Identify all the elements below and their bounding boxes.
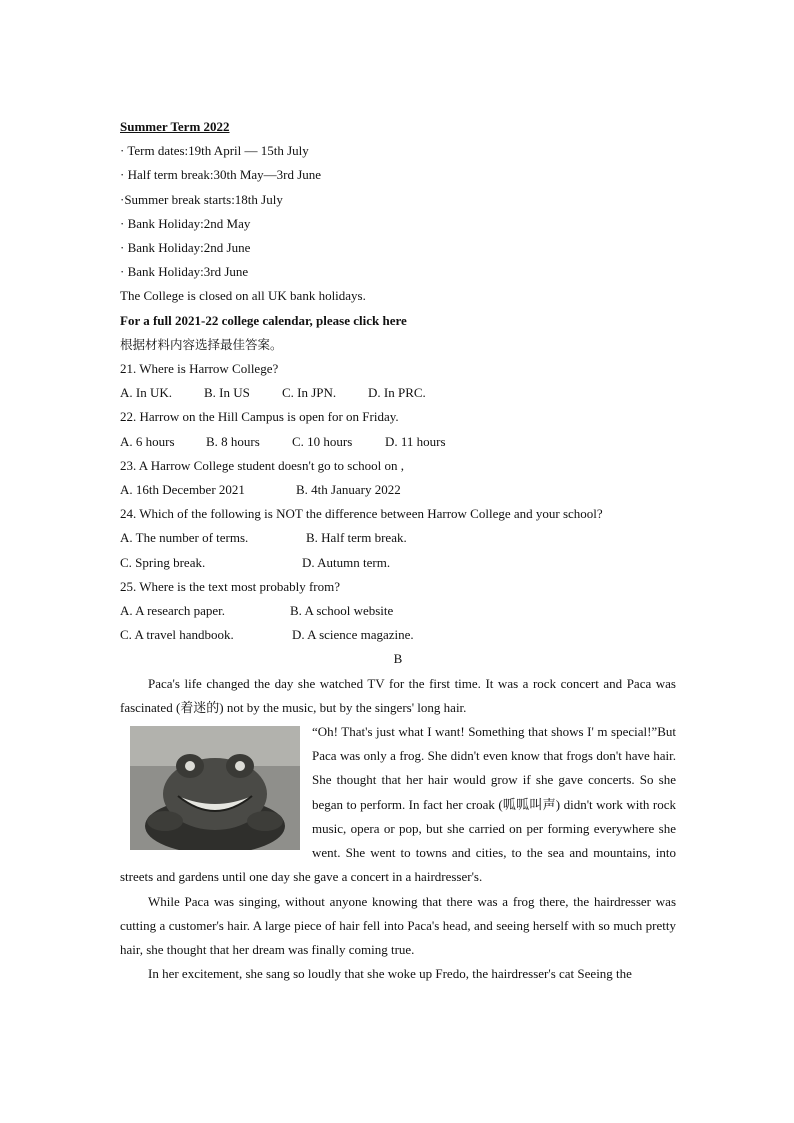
option[interactable]: D. 11 hours xyxy=(385,433,446,449)
term-item: · Bank Holiday:2nd June xyxy=(120,240,251,256)
story-figure-block xyxy=(120,720,676,889)
options-24a xyxy=(120,526,676,550)
option[interactable]: C. A travel handbook. xyxy=(120,627,234,643)
option[interactable]: B. 8 hours xyxy=(206,433,260,449)
option[interactable]: D. In PRC. xyxy=(368,385,426,401)
frog-photo xyxy=(130,726,300,850)
story-paragraph-1: Paca's life changed the day she watched TV for the first time. It was a rock concert and Paca was fascinated (着迷的) not by the music, but by the singers' long hair. xyxy=(120,675,676,715)
story-paragraph-4: In her excitement, she sang so loudly that she woke up Fredo, the hairdresser's cat Seeing the xyxy=(148,966,632,982)
option[interactable]: A. 16th December 2021 xyxy=(120,482,245,498)
term-item: ·Summer break starts:18th July xyxy=(120,191,283,207)
options-23 xyxy=(120,478,676,502)
option[interactable]: B. Half term break. xyxy=(306,530,407,546)
option[interactable]: C. 10 hours xyxy=(292,433,353,449)
instruction: 根据材料内容选择最佳答案。 xyxy=(120,336,283,352)
question-23: 23. A Harrow College student doesn't go to school on , xyxy=(120,457,404,473)
option[interactable]: B. 4th January 2022 xyxy=(296,482,401,498)
options-25b xyxy=(120,623,676,647)
option[interactable]: C. In JPN. xyxy=(282,385,337,401)
story-paragraph-3: While Paca was singing, without anyone knowing that there was a frog there, the hairdresser was cutting a customer's hair. A large piece of hair fell into Paca's head, and seeing herself with so much pretty hair, she thought that her dream was finally coming true. xyxy=(120,893,676,957)
option[interactable]: C. Spring break. xyxy=(120,554,206,570)
document-page xyxy=(120,115,676,986)
story-paragraph-2: “Oh! That's just what I want! Something that shows I' m special!”But Paca was only a frog. She didn't even know that frogs don't have hair. She thought that her hair would grow if she gave concerts. So she began to perform. In fact her croak (呱呱叫声) didn't work with rock music, opera or pop, but she carried on per forming everywhere she went. She went to towns and cities, to the sea and mountains, into streets and gardens until one day she gave a concert in a hairdresser's. xyxy=(120,724,676,885)
section-b-label: B xyxy=(393,651,403,667)
option[interactable]: A. The number of terms. xyxy=(120,530,249,546)
options-21 xyxy=(120,381,676,405)
option[interactable]: B. In US xyxy=(204,385,250,401)
term-item: · Bank Holiday:2nd May xyxy=(120,215,251,231)
option[interactable]: A. A research paper. xyxy=(120,603,226,619)
closed-note: The College is closed on all UK bank holidays. xyxy=(120,288,366,304)
term-heading: Summer Term 2022 xyxy=(120,119,230,134)
option[interactable]: B. A school website xyxy=(290,603,394,619)
question-22: 22. Harrow on the Hill Campus is open for on Friday. xyxy=(120,409,399,425)
options-24b xyxy=(120,551,676,575)
term-item: · Term dates:19th April — 15th July xyxy=(120,143,309,159)
option[interactable]: A. 6 hours xyxy=(120,433,175,449)
question-25: 25. Where is the text most probably from? xyxy=(120,578,340,594)
option[interactable]: A. In UK. xyxy=(120,385,172,401)
option[interactable]: D. A science magazine. xyxy=(292,627,414,643)
calendar-link[interactable]: For a full 2021-22 college calendar, please click here xyxy=(120,312,407,328)
question-24: 24. Which of the following is NOT the difference between Harrow College and your school? xyxy=(120,506,603,522)
term-item: · Bank Holiday:3rd June xyxy=(120,264,249,280)
options-25a xyxy=(120,599,676,623)
question-21: 21. Where is Harrow College? xyxy=(120,361,279,377)
term-item: · Half term break:30th May—3rd June xyxy=(120,167,322,183)
option[interactable]: D. Autumn term. xyxy=(302,554,391,570)
options-22 xyxy=(120,430,676,454)
